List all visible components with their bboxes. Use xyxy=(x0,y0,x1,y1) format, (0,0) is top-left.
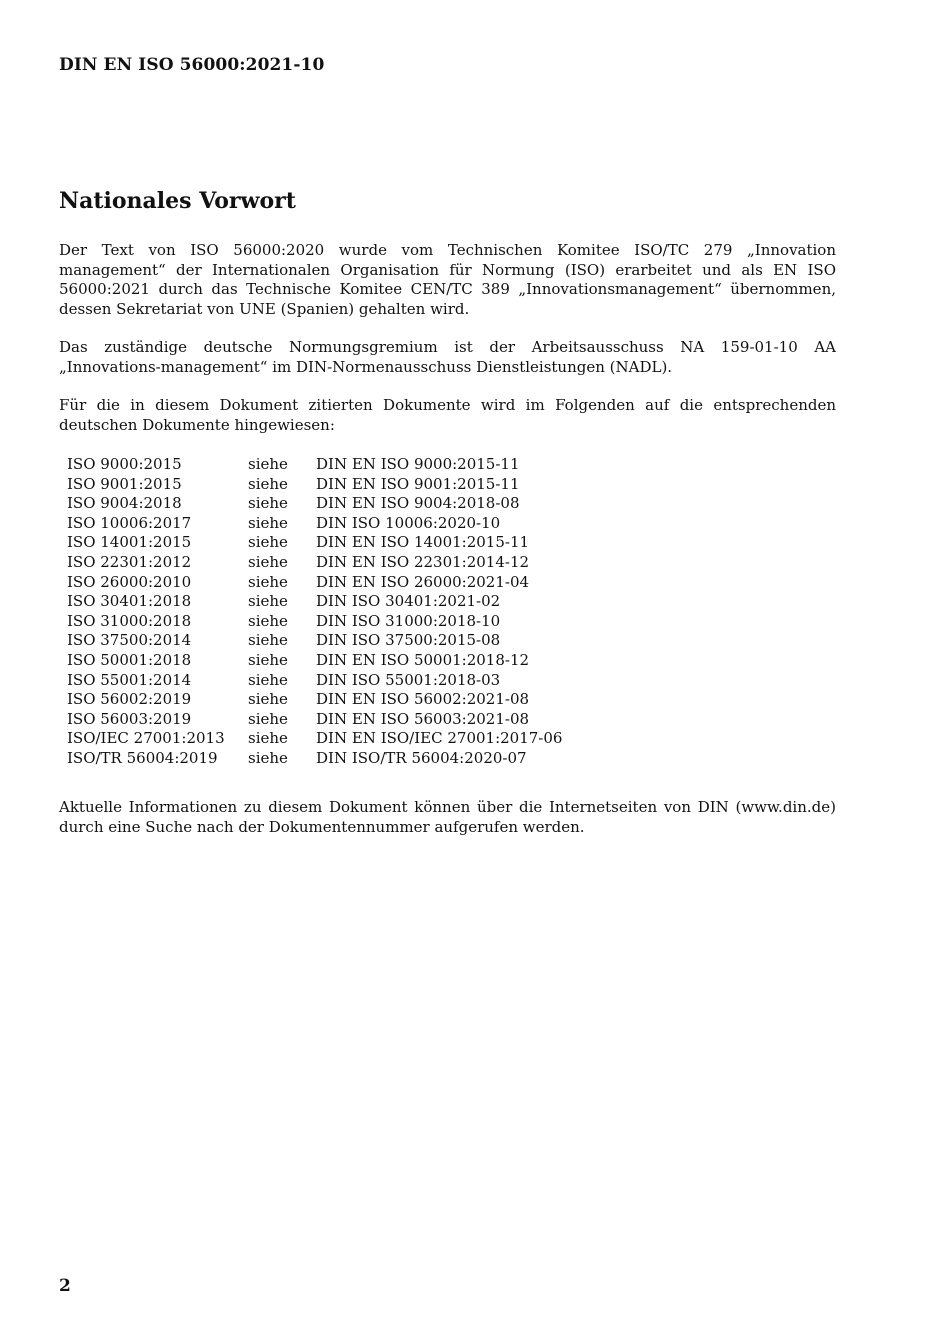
table-row xyxy=(67,592,562,612)
din-reference: DIN EN ISO 26000:2021-04 xyxy=(316,572,530,591)
paragraph-references-intro: Für die in diesem Dokument zitierten Dokumente wird im Folgenden auf die entsprechenden deutschen Dokumente hingewiesen: xyxy=(59,396,836,434)
table-row xyxy=(67,533,562,553)
paragraph-committee: Das zuständige deutsche Normungsgremium ist der Arbeitsausschuss NA 159-01-10 AA „Innovations-management“ im DIN-Normenausschuss Dienstleistungen (NADL). xyxy=(59,338,836,376)
table-row xyxy=(67,631,562,651)
see-label: siehe xyxy=(248,494,288,513)
din-reference: DIN ISO/TR 56004:2020-07 xyxy=(316,748,527,767)
iso-reference: ISO 22301:2012 xyxy=(67,552,192,571)
table-row xyxy=(67,475,562,495)
iso-reference: ISO 9001:2015 xyxy=(67,474,182,493)
din-reference: DIN EN ISO 22301:2014-12 xyxy=(316,552,530,571)
paragraph-info: Aktuelle Informationen zu diesem Dokument können über die Internetseiten von DIN (www.din.de) durch eine Suche nach der Dokumentennummer aufgerufen werden. xyxy=(59,798,836,836)
table-row xyxy=(67,553,562,573)
table-row xyxy=(67,494,562,514)
see-label: siehe xyxy=(248,631,288,650)
iso-reference: ISO 30401:2018 xyxy=(67,592,192,611)
din-reference: DIN ISO 30401:2021-02 xyxy=(316,592,501,611)
table-row xyxy=(67,690,562,710)
iso-reference: ISO/TR 56004:2019 xyxy=(67,748,218,767)
see-label: siehe xyxy=(248,690,288,709)
see-label: siehe xyxy=(248,611,288,630)
paragraph-intro: Der Text von ISO 56000:2020 wurde vom Technischen Komitee ISO/TC 279 „Innovation management“ der Internationalen Organisation für Normung (ISO) erarbeitet und als EN ISO 56000:2021 durch das Technische Komitee CEN/TC 389 „Innovationsmanagement“ übernommen, dessen Sekretariat von UNE (Spanien) gehalten wird. xyxy=(59,241,836,318)
see-label: siehe xyxy=(248,572,288,591)
din-reference: DIN EN ISO 56002:2021-08 xyxy=(316,690,530,709)
din-reference: DIN EN ISO/IEC 27001:2017-06 xyxy=(316,729,563,748)
see-label: siehe xyxy=(248,474,288,493)
see-label: siehe xyxy=(248,592,288,611)
din-reference: DIN ISO 37500:2015-08 xyxy=(316,631,501,650)
table-row xyxy=(67,710,562,730)
see-label: siehe xyxy=(248,513,288,532)
din-reference: DIN EN ISO 9001:2015-11 xyxy=(316,474,520,493)
see-label: siehe xyxy=(248,455,288,473)
iso-reference: ISO 37500:2014 xyxy=(67,631,192,650)
din-reference: DIN EN ISO 14001:2015-11 xyxy=(316,533,530,552)
document-header: DIN EN ISO 56000:2021-10 xyxy=(59,55,325,75)
din-reference: DIN EN ISO 50001:2018-12 xyxy=(316,650,530,669)
iso-reference: ISO 14001:2015 xyxy=(67,533,192,552)
see-label: siehe xyxy=(248,670,288,689)
iso-reference: ISO 10006:2017 xyxy=(67,513,192,532)
table-row xyxy=(67,651,562,671)
see-label: siehe xyxy=(248,650,288,669)
table-row xyxy=(67,455,562,475)
iso-reference: ISO 9000:2015 xyxy=(67,455,182,473)
table-row xyxy=(67,612,562,632)
see-label: siehe xyxy=(248,748,288,767)
see-label: siehe xyxy=(248,729,288,748)
iso-reference: ISO 55001:2014 xyxy=(67,670,192,689)
din-reference: DIN EN ISO 9000:2015-11 xyxy=(316,455,520,473)
iso-reference: ISO 50001:2018 xyxy=(67,650,192,669)
iso-reference: ISO 9004:2018 xyxy=(67,494,182,513)
see-label: siehe xyxy=(248,709,288,728)
iso-reference: ISO 56002:2019 xyxy=(67,690,192,709)
din-reference: DIN ISO 55001:2018-03 xyxy=(316,670,501,689)
table-row xyxy=(67,749,562,769)
din-reference: DIN EN ISO 56003:2021-08 xyxy=(316,709,530,728)
table-row xyxy=(67,573,562,593)
see-label: siehe xyxy=(248,533,288,552)
table-row xyxy=(67,514,562,534)
din-reference: DIN ISO 31000:2018-10 xyxy=(316,611,501,630)
table-row xyxy=(67,729,562,749)
iso-reference: ISO 31000:2018 xyxy=(67,611,192,630)
reference-table xyxy=(67,455,562,769)
din-reference: DIN ISO 10006:2020-10 xyxy=(316,513,501,532)
page-title: Nationales Vorwort xyxy=(59,188,296,214)
see-label: siehe xyxy=(248,552,288,571)
table-row xyxy=(67,671,562,691)
page-number: 2 xyxy=(59,1276,71,1296)
iso-reference: ISO 26000:2010 xyxy=(67,572,192,591)
iso-reference: ISO/IEC 27001:2013 xyxy=(67,729,225,748)
din-reference: DIN EN ISO 9004:2018-08 xyxy=(316,494,520,513)
iso-reference: ISO 56003:2019 xyxy=(67,709,192,728)
